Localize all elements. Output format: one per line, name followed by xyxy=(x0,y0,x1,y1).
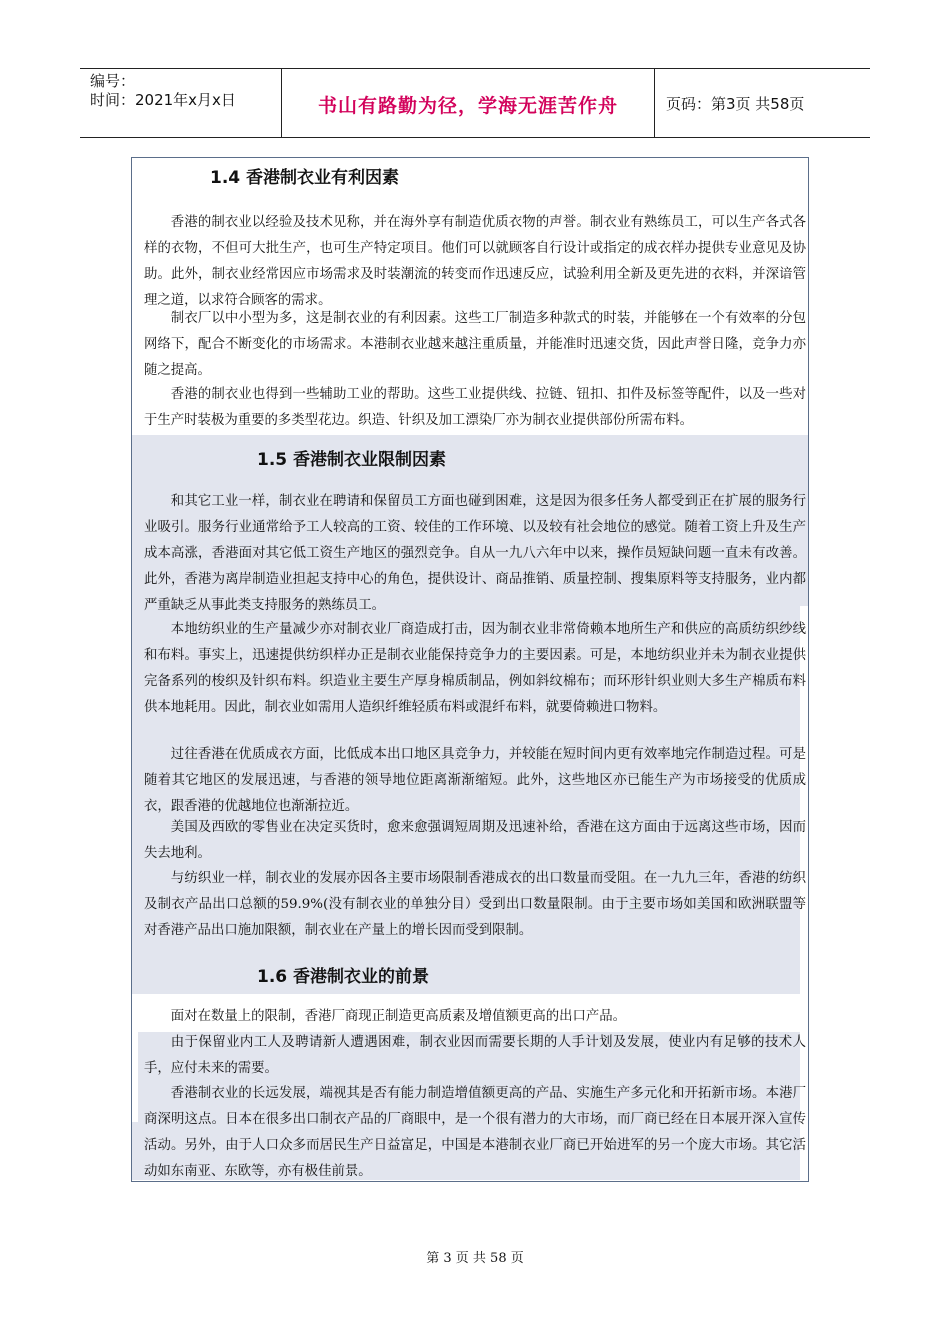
date-label: 时间：2021年x月x日 xyxy=(90,91,236,109)
section-heading-1-4: 1.4 香港制衣业有利因素 xyxy=(210,168,400,188)
paragraph: 美国及西欧的零售业在决定买货时，愈来愈强调短周期及迅速补给，香港在这方面由于远离这些市场，因而失去地利。 xyxy=(144,820,806,861)
header-motto-cell xyxy=(281,69,655,137)
header-page-cell xyxy=(654,69,870,137)
section-heading-1-6: 1.6 香港制衣业的前景 xyxy=(257,967,430,987)
paragraph: 香港制衣业的长远发展，端视其是否有能力制造增值额更高的产品、实施生产多元化和开拓新市场。本港厂商深明这点。日本在很多出口制衣产品的厂商眼中，是一个很有潜力的大市场，而厂商已经在日本展开深入宣传活动。另外，由于人口众多而居民生产日益富足，中国是本港制衣业厂商已开始进军的另一个庞大市场。其它活动如东南亚、东欧等，亦有极佳前景。 xyxy=(144,1086,806,1179)
paragraph: 由于保留业内工人及聘请新人遭遇困难，制衣业因而需要长期的人手计划及发展，使业内有足够的技术人手，应付未来的需要。 xyxy=(144,1035,806,1076)
header-meta-cell xyxy=(80,69,281,137)
page-header xyxy=(80,68,870,138)
doc-number-label: 编号： xyxy=(90,72,136,90)
paragraph: 面对在数量上的限制，香港厂商现正制造更高质素及增值额更高的出口产品。 xyxy=(170,1009,627,1024)
paragraph: 过往香港在优质成衣方面，比低成本出口地区具竞争力，并较能在短时间内更有效率地完作制造过程。可是随着其它地区的发展迅速，与香港的领导地位距离渐渐缩短。此外，这些地区亦已能生产为市场接受的优质成衣，跟香港的优越地位也渐渐拉近。 xyxy=(144,747,806,814)
paragraph: 制衣厂以中小型为多，这是制衣业的有利因素。这些工厂制造多种款式的时装，并能够在一个有效率的分包网络下，配合不断变化的市场需求。本港制衣业越来越注重质量，并能准时迅速交货，因此声誉日隆，竞争力亦随之提高。 xyxy=(144,311,806,378)
paragraph: 香港的制衣业以经验及技术见称，并在海外享有制造优质衣物的声誉。制衣业有熟练员工，可以生产各式各样的衣物，不但可大批生产，也可生产特定项目。他们可以就顾客自行设计或指定的成衣样办提供专业意见及协助。此外，制衣业经常因应市场需求及时装潮流的转变而作迅速反应，试验利用全新及更先进的衣料，并深谙管理之道，以求符合顾客的需求。 xyxy=(144,215,806,308)
paragraph: 与纺织业一样，制衣业的发展亦因各主要市场限制香港成衣的出口数量而受阻。在一九九三年，香港的纺织及制衣产品出口总额的59.9%(没有制衣业的单独分目）受到出口数量限制。由于主要市场如美国和欧洲联盟等对香港产品出口施加限额，制衣业在产量上的增长因而受到限制。 xyxy=(144,871,806,938)
page-footer: 第 3 页 共 58 页 xyxy=(426,1251,524,1266)
page-info: 页码：第3页 共58页 xyxy=(666,95,805,113)
content-frame xyxy=(131,157,809,1182)
paragraph: 和其它工业一样，制衣业在聘请和保留员工方面也碰到困难，这是因为很多任务人都受到正在扩展的服务行业吸引。服务行业通常给予工人较高的工资、较佳的工作环境、以及较有社会地位的感觉。随着工资上升及生产成本高涨，香港面对其它低工资生产地区的强烈竞争。自从一九八六年中以来，操作员短缺问题一直未有改善。此外，香港为离岸制造业担起支持中心的角色，提供设计、商品推销、质量控制、搜集原料等支持服务，业内都严重缺乏从事此类支持服务的熟练员工。 xyxy=(144,494,806,613)
motto-text: 书山有路勤为径，学海无涯苦作舟 xyxy=(317,95,618,117)
paragraph: 本地纺织业的生产量减少亦对制衣业厂商造成打击，因为制衣业非常倚赖本地所生产和供应的高质纺织纱线和布料。事实上，迅速提供纺织样办正是制衣业能保持竞争力的主要因素。可是，本地纺织业并未为制衣业提供完备系列的梭织及针织布料。织造业主要生产厚身棉质制品，例如斜纹棉布；而环形针织业则大多生产棉质布料供本地耗用。因此，制衣业如需用人造织纤维轻质布料或混纤布料，就要倚赖进口物料。 xyxy=(144,622,806,715)
paragraph: 香港的制衣业也得到一些辅助工业的帮助。这些工业提供线、拉链、钮扣、扣件及标签等配件，以及一些对于生产时装极为重要的多类型花边。织造、针织及加工漂染厂亦为制衣业提供部份所需布料。 xyxy=(144,387,806,428)
section-heading-1-5: 1.5 香港制衣业限制因素 xyxy=(257,450,447,470)
